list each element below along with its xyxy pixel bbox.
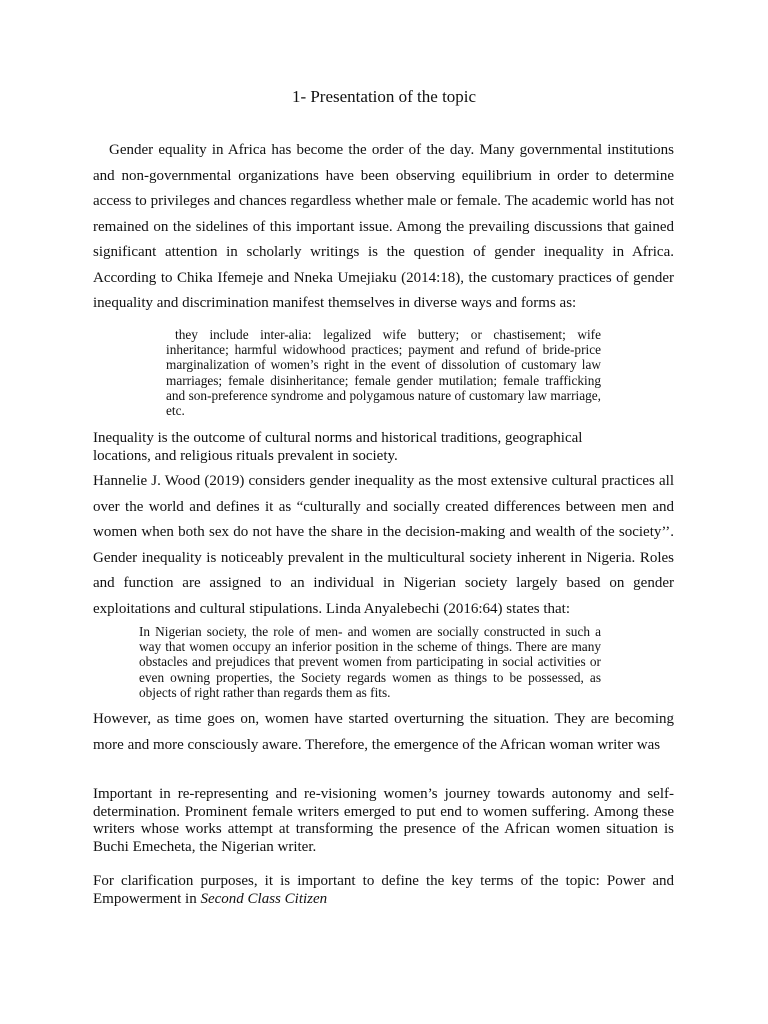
paragraph-women-overturning: However, as time goes on, women have started overturning the situation. They are becoming more and more consciously aware. Therefore, the emergence of the African woman writer was <box>93 711 674 753</box>
paragraph-re-representing: Important in re-representing and re-visioning women’s journey towards autonomy and self-determination. Prominent female writers emerged to put end to women suffering. Among these writers whose works attempt at transforming the presence of the African women situation is Buchi Emecheta, the Nigerian writer. <box>93 786 674 855</box>
paragraph-gender-equality: Gender equality in Africa has become the order of the day. Many governmental institutions and non-governmental organizations have been observing equilibrium in order to determine access to privileges and chances regardless whether male or female. The academic world has not remained on the sidelines of this important issue. Among the prevailing discussions that gained significant attention in scholarly writings is the question of gender inequality in Africa. According to Chika Ifemeje and Nneka Umejiaku (2014:18), the customary practices of gender inequality and discrimination manifest themselves in diverse ways and forms as: <box>93 142 674 311</box>
clarification-text: For clarification purposes, it is important to define the key terms of the topic: Power and Empowerment in <box>93 873 674 907</box>
block-quote-anyalebechi: In Nigerian society, the role of men- and women are socially constructed in such a way that women occupy an inferior position in the scheme of things. There are many obstacles and prejudices that prevent women from participating in social activities or even owning properties, the Society regards women as things to be possessed, as objects of right rather than regards them as fits. <box>139 624 601 700</box>
paragraph-clarification <box>93 873 674 908</box>
section-heading: 1- Presentation of the topic <box>291 87 477 106</box>
paragraph-inequality-outcome: Inequality is the outcome of cultural norms and historical traditions, geographical locations, and religious rituals prevalent in society. <box>93 430 583 464</box>
block-quote-ifemeje: they include inter-alia: legalized wife buttery; or chastisement; wife inheritance; harmful widowhood practices; payment and refund of bride-price marginalization of women’s right in the event of dissolution of customary law marriages; female disinheritance; female gender mutilation; female trafficking and son-preference syndrome and polygamous nature of customary law marriage, etc. <box>166 327 601 419</box>
paragraph-wood: Hannelie J. Wood (2019) considers gender inequality as the most extensive cultural practices all over the world and defines it as “culturally and socially created differences between men and women when both sex do not have the share in the decision-making and wealth of the society’’. Gender inequality is noticeably prevalent in the multicultural society inherent in Nigeria. Roles and function are assigned to an individual in Nigerian society largely based on gender exploitations and cultural stipulations. Linda Anyalebechi (2016:64) states that: <box>93 473 674 617</box>
book-title: Second Class Citizen <box>200 890 328 907</box>
